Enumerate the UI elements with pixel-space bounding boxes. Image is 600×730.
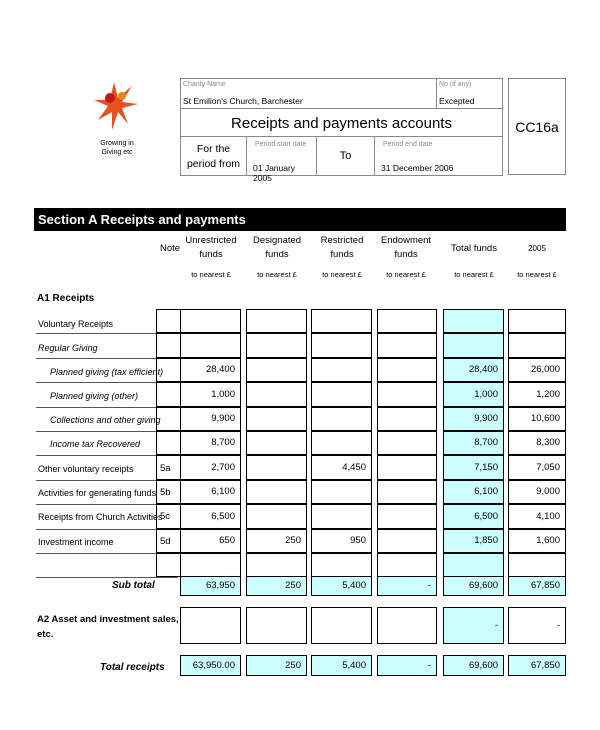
amount-cell[interactable]: 1,200 [508, 382, 566, 407]
amount-cell[interactable] [246, 553, 307, 577]
row-label: Income tax Recovered [50, 439, 141, 449]
col-unrestricted: Unrestricted funds [185, 235, 237, 260]
period-label: For the period from [186, 143, 241, 170]
amount-cell[interactable] [246, 333, 307, 358]
col-note: Note [159, 243, 181, 254]
form-code: CC16a [515, 119, 559, 135]
amount-cell[interactable] [377, 529, 437, 553]
subtotal-cell[interactable]: 250 [246, 576, 307, 596]
amount-cell[interactable]: 26,000 [508, 358, 566, 382]
amount-cell[interactable] [246, 480, 307, 504]
charity-name-box [180, 78, 437, 108]
row-note: 5d [160, 536, 171, 547]
a2-cell[interactable] [377, 607, 437, 644]
row-divider [36, 577, 178, 578]
amount-cell[interactable] [377, 431, 437, 455]
amount-cell[interactable] [377, 309, 437, 333]
period-start-label: Period start date [255, 141, 307, 148]
period-to-box [317, 136, 375, 176]
amount-cell[interactable] [377, 455, 437, 480]
subtotal-cell[interactable]: 67,850 [508, 576, 566, 596]
amount-cell[interactable] [311, 553, 372, 577]
subtotal-cell[interactable]: 5,400 [311, 576, 372, 596]
period-to-label: To [339, 150, 352, 162]
note-cell [156, 529, 180, 553]
note-cell [156, 455, 180, 480]
amount-cell[interactable]: 4,450 [311, 455, 372, 480]
note-cell [156, 382, 180, 407]
row-label: Planned giving (other) [50, 391, 139, 401]
church-logo-icon [92, 76, 142, 134]
note-cell [156, 553, 180, 577]
amount-cell[interactable]: 8,700 [180, 431, 241, 455]
col-endowment: Endowment funds [380, 235, 432, 260]
total-receipts-cell[interactable]: 69,600 [443, 655, 504, 676]
row-label: Receipts from Church Activities [38, 512, 163, 522]
note-cell [156, 407, 180, 431]
amount-cell[interactable]: 1,000 [443, 382, 504, 407]
amount-cell[interactable] [311, 333, 372, 358]
period-end-label: Period end date [383, 141, 433, 148]
row-label: Collections and other giving [50, 415, 161, 425]
amount-cell[interactable]: 2,700 [180, 455, 241, 480]
amount-cell[interactable]: 950 [311, 529, 372, 553]
amount-cell[interactable]: 6,100 [180, 480, 241, 504]
amount-cell[interactable] [377, 407, 437, 431]
section-title: Section A Receipts and payments [34, 208, 566, 231]
amount-cell[interactable] [246, 382, 307, 407]
amount-cell[interactable]: 7,050 [508, 455, 566, 480]
total-receipts-cell[interactable]: 63,950.00 [180, 655, 241, 676]
period-end-value: 31 December 2006 [381, 163, 454, 173]
total-receipts-cell[interactable]: 250 [246, 655, 307, 676]
period-end-box [375, 136, 503, 176]
amount-cell[interactable]: 28,400 [180, 358, 241, 382]
page-title: Receipts and payments accounts [231, 115, 452, 132]
amount-cell[interactable] [443, 333, 504, 358]
amount-cell[interactable] [377, 553, 437, 577]
amount-cell[interactable]: 6,500 [180, 504, 241, 529]
subtotal-cell[interactable]: 63,950 [180, 576, 241, 596]
subtotal-cell[interactable]: - [377, 576, 437, 596]
amount-cell[interactable]: 9,000 [508, 480, 566, 504]
row-label: Other voluntary receipts [38, 464, 134, 474]
sub-prior: to nearest £ [517, 270, 557, 279]
a2-cell[interactable] [246, 607, 307, 644]
amount-cell[interactable] [508, 309, 566, 333]
row-note: 5c [160, 511, 171, 522]
amount-cell[interactable] [311, 382, 372, 407]
amount-cell[interactable] [180, 333, 241, 358]
note-cell [156, 358, 180, 382]
amount-cell[interactable] [311, 504, 372, 529]
charity-number-label: No (if any) [439, 81, 472, 88]
col-restricted: Restricted funds [320, 235, 364, 260]
amount-cell[interactable] [443, 309, 504, 333]
charity-name-label: Charity Name [183, 81, 226, 88]
amount-cell[interactable]: 6,100 [443, 480, 504, 504]
a2-cell[interactable]: - [443, 607, 504, 644]
amount-cell[interactable]: 8,300 [508, 431, 566, 455]
amount-cell[interactable] [377, 333, 437, 358]
note-cell [156, 504, 180, 529]
amount-cell[interactable] [311, 309, 372, 333]
sub-endowment: to nearest £ [386, 270, 426, 279]
logo-caption: Growing in Giving etc [100, 140, 134, 156]
amount-cell[interactable] [246, 358, 307, 382]
sub-total: to nearest £ [454, 270, 494, 279]
form-code-box [508, 78, 566, 175]
note-cell [156, 431, 180, 455]
amount-cell[interactable]: 10,600 [508, 407, 566, 431]
total-receipts-cell[interactable]: 5,400 [311, 655, 372, 676]
amount-cell[interactable] [311, 407, 372, 431]
period-start-box [247, 136, 317, 183]
row-note: 5b [160, 487, 171, 498]
subtotal-label: Sub total [112, 580, 155, 591]
period-start-value: 01 January 2005 [253, 163, 296, 183]
title-box [180, 108, 503, 136]
col-total: Total funds [451, 243, 497, 254]
sub-unrestricted: to nearest £ [191, 270, 231, 279]
amount-cell[interactable] [180, 309, 241, 333]
logo [92, 76, 142, 156]
amount-cell[interactable]: 1,600 [508, 529, 566, 553]
sub-restricted: to nearest £ [322, 270, 362, 279]
amount-cell[interactable] [377, 480, 437, 504]
amount-cell[interactable] [246, 504, 307, 529]
charity-name-value: St Emilion's Church, Barchester [183, 96, 303, 106]
amount-cell[interactable]: 1,000 [180, 382, 241, 407]
note-cell [156, 309, 180, 333]
row-label: Investment income [38, 537, 114, 547]
amount-cell[interactable] [443, 553, 504, 577]
row-label: Planned giving (tax efficient) [50, 367, 164, 377]
period-from-label-box [180, 136, 247, 176]
amount-cell[interactable]: 6,500 [443, 504, 504, 529]
amount-cell[interactable] [311, 480, 372, 504]
a1-heading: A1 Receipts [37, 293, 95, 304]
a2-cell[interactable] [311, 607, 372, 644]
row-label: Regular Giving [38, 343, 98, 353]
amount-cell[interactable] [311, 431, 372, 455]
charity-number-value: Excepted [439, 96, 475, 106]
total-receipts-label: Total receipts [100, 662, 165, 673]
row-label: Voluntary Receipts [38, 319, 114, 329]
total-receipts-cell[interactable]: 67,850 [508, 655, 566, 676]
amount-cell[interactable]: 9,900 [443, 407, 504, 431]
amount-cell[interactable]: 28,400 [443, 358, 504, 382]
note-cell [156, 480, 180, 504]
col-designated: Designated funds [252, 235, 302, 260]
amount-cell[interactable] [246, 407, 307, 431]
amount-cell[interactable] [508, 553, 566, 577]
amount-cell[interactable]: 8,700 [443, 431, 504, 455]
sub-designated: to nearest £ [257, 270, 297, 279]
row-label: Activities for generating funds [38, 488, 157, 498]
amount-cell[interactable] [377, 382, 437, 407]
amount-cell[interactable] [377, 358, 437, 382]
col-prior: 2005 [528, 244, 546, 253]
amount-cell[interactable] [508, 333, 566, 358]
a2-cell[interactable]: - [508, 607, 566, 644]
amount-cell[interactable]: 4,100 [508, 504, 566, 529]
amount-cell[interactable] [180, 553, 241, 577]
row-note: 5a [160, 463, 171, 474]
amount-cell[interactable]: 250 [246, 529, 307, 553]
subtotal-cell[interactable]: 69,600 [443, 576, 504, 596]
amount-cell[interactable]: 7,150 [443, 455, 504, 480]
amount-cell[interactable]: 9,900 [180, 407, 241, 431]
amount-cell[interactable]: 650 [180, 529, 241, 553]
amount-cell[interactable] [311, 358, 372, 382]
amount-cell[interactable] [246, 455, 307, 480]
a2-cell[interactable] [180, 607, 241, 644]
a2-label: A2 Asset and investment sales, etc. [37, 614, 179, 640]
amount-cell[interactable] [377, 504, 437, 529]
amount-cell[interactable] [246, 309, 307, 333]
note-cell [156, 333, 180, 358]
total-receipts-cell[interactable]: - [377, 655, 437, 676]
charity-number-box [436, 78, 503, 108]
amount-cell[interactable] [246, 431, 307, 455]
amount-cell[interactable]: 1,850 [443, 529, 504, 553]
